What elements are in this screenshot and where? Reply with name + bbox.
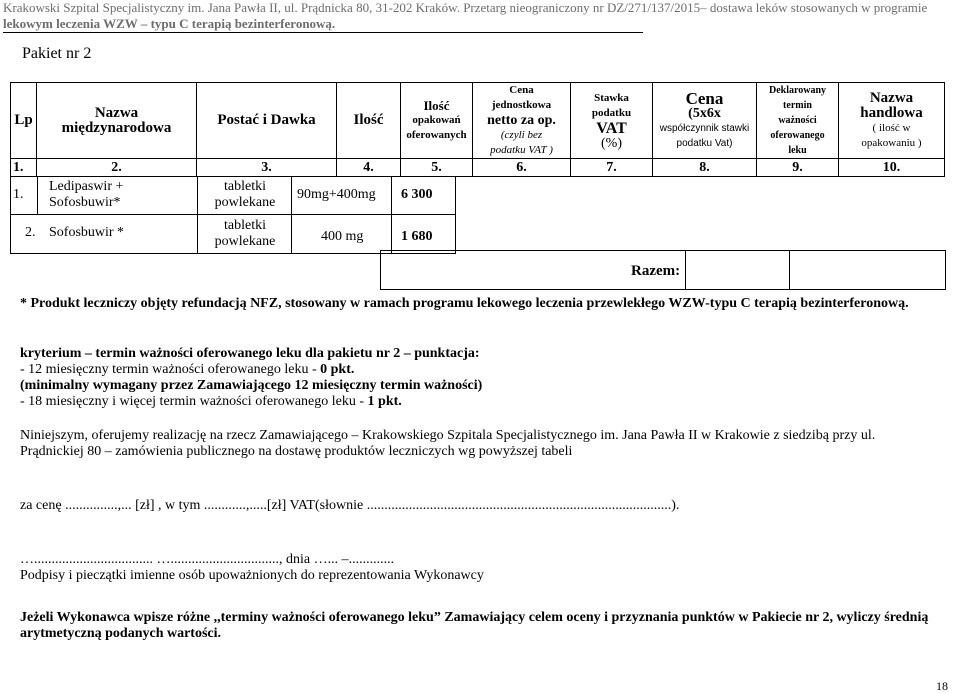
signature-caption: Podpisy i pieczątki imienne osób upoważnionych do reprezentowania Wykonawcy: [20, 568, 484, 583]
table-row: [10, 215, 456, 254]
row-postac: tabletki powlekane: [214, 218, 276, 249]
col-nazwa-header: Nazwa międzynarodowa: [37, 83, 197, 159]
colnum-10: 10.: [839, 159, 945, 177]
pakiet-title: Pakiet nr 2: [22, 45, 92, 62]
document-header: [3, 0, 943, 32]
col-lp-header: Lp: [11, 83, 37, 159]
criteria-item-1: - 12 miesięczny termin ważności oferowanego leku - 0 pkt.: [20, 362, 355, 377]
row-nazwa: Sofosbuwir *: [49, 225, 125, 240]
col-ilosc-header: Ilość: [337, 83, 401, 159]
offer-text: Niniejszym, oferujemy realizację na rzecz Zamawiającego – Krakowskiego Szpitala Specjalistycznego im. Jana Pawła II w Krakowie z siedzibą przy ul. Prądnickiej 80 – zamówienia publicznego na dostawę produktów leczniczych wg powyższej tabeli: [20, 428, 876, 459]
row-postac: tabletki powlekane: [214, 179, 276, 210]
table-header-row: [11, 83, 945, 159]
colnum-2: 2.: [37, 159, 197, 177]
criteria-block: [20, 346, 940, 410]
footnote: * Produkt leczniczy objęty refundacją NFZ, stosowany w ramach programu lekowego leczenia przewlekłego WZW-typu C terapią bezinterferonową.: [20, 296, 909, 311]
price-line: za cenę ...............,... [zł] , w tym ............,.....[zł] VAT(słownie .......................................................................................).: [20, 498, 680, 513]
row-lp: 1.: [13, 187, 24, 202]
colnum-7: 7.: [571, 159, 653, 177]
pricing-table: [10, 82, 945, 177]
col-cena-jedn-header: Cena jednostkowa netto za op. (czyli bez podatku VAT ): [473, 83, 571, 159]
table-row: [10, 176, 456, 215]
header-line-1: Krakowski Szpital Specjalistyczny im. Jana Pawła II, ul. Prądnicka 80, 31-202 Kraków. Przetarg nieograniczony nr DZ/271/137/2015– dostawa leków stosowanych w programie: [3, 0, 928, 15]
razem-label: Razem:: [631, 263, 681, 279]
header-line-2: lekowym leczenia WZW – typu C terapią bezinterferonową.: [3, 16, 336, 31]
row-nazwa: Ledipaswir + Sofosbuwir*: [49, 179, 124, 210]
col-ilosc-opak-header: Ilość opakowań oferowanych: [401, 83, 473, 159]
colnum-3: 3.: [197, 159, 337, 177]
row-lp: 2.: [25, 225, 36, 240]
colnum-8: 8.: [653, 159, 757, 177]
criteria-item-2: - 18 miesięczny i więcej termin ważności oferowanego leku - 1 pkt.: [20, 394, 402, 409]
colnum-9: 9.: [757, 159, 839, 177]
row-ilosc: 6 300: [401, 187, 433, 202]
column-number-row: [11, 159, 945, 177]
col-stawka-header: Stawka podatku VAT (%): [571, 83, 653, 159]
col-deklarowany-header: Deklarowany termin ważności oferowanego leku: [757, 83, 839, 159]
razem-row: [380, 250, 946, 290]
criteria-note: (minimalny wymagany przez Zamawiającego 12 miesięczny termin ważności): [20, 378, 483, 393]
product-rows: [10, 176, 456, 254]
col-cena-header: Cena (5x6x współczynnik stawki podatku Vat): [653, 83, 757, 159]
colnum-1: 1.: [11, 159, 37, 177]
row-dawka: 400 mg: [321, 229, 364, 244]
row-dawka: 90mg+400mg: [297, 187, 376, 202]
col-nazwa-handlowa-header: Nazwa handlowa ( ilość w opakowaniu ): [839, 83, 945, 159]
header-underline: [3, 32, 643, 33]
col-postac-header: Postać i Dawka: [197, 83, 337, 159]
page-number: 18: [936, 679, 948, 693]
final-note: Jeżeli Wykonawca wpisze różne ,,terminy ważności oferowanego leku” Zamawiający celem oceny i przyznania punktów w Pakiecie nr 2, wyliczy średnią arytmetyczną podanych wartości.: [20, 610, 929, 641]
colnum-6: 6.: [473, 159, 571, 177]
row-ilosc: 1 680: [401, 229, 433, 244]
colnum-5: 5.: [401, 159, 473, 177]
signature-dots: ….................................. …..............................., dnia …... –.............: [20, 552, 395, 567]
criteria-title: kryterium – termin ważności oferowanego leku dla pakietu nr 2 – punktacja:: [20, 346, 480, 361]
colnum-4: 4.: [337, 159, 401, 177]
